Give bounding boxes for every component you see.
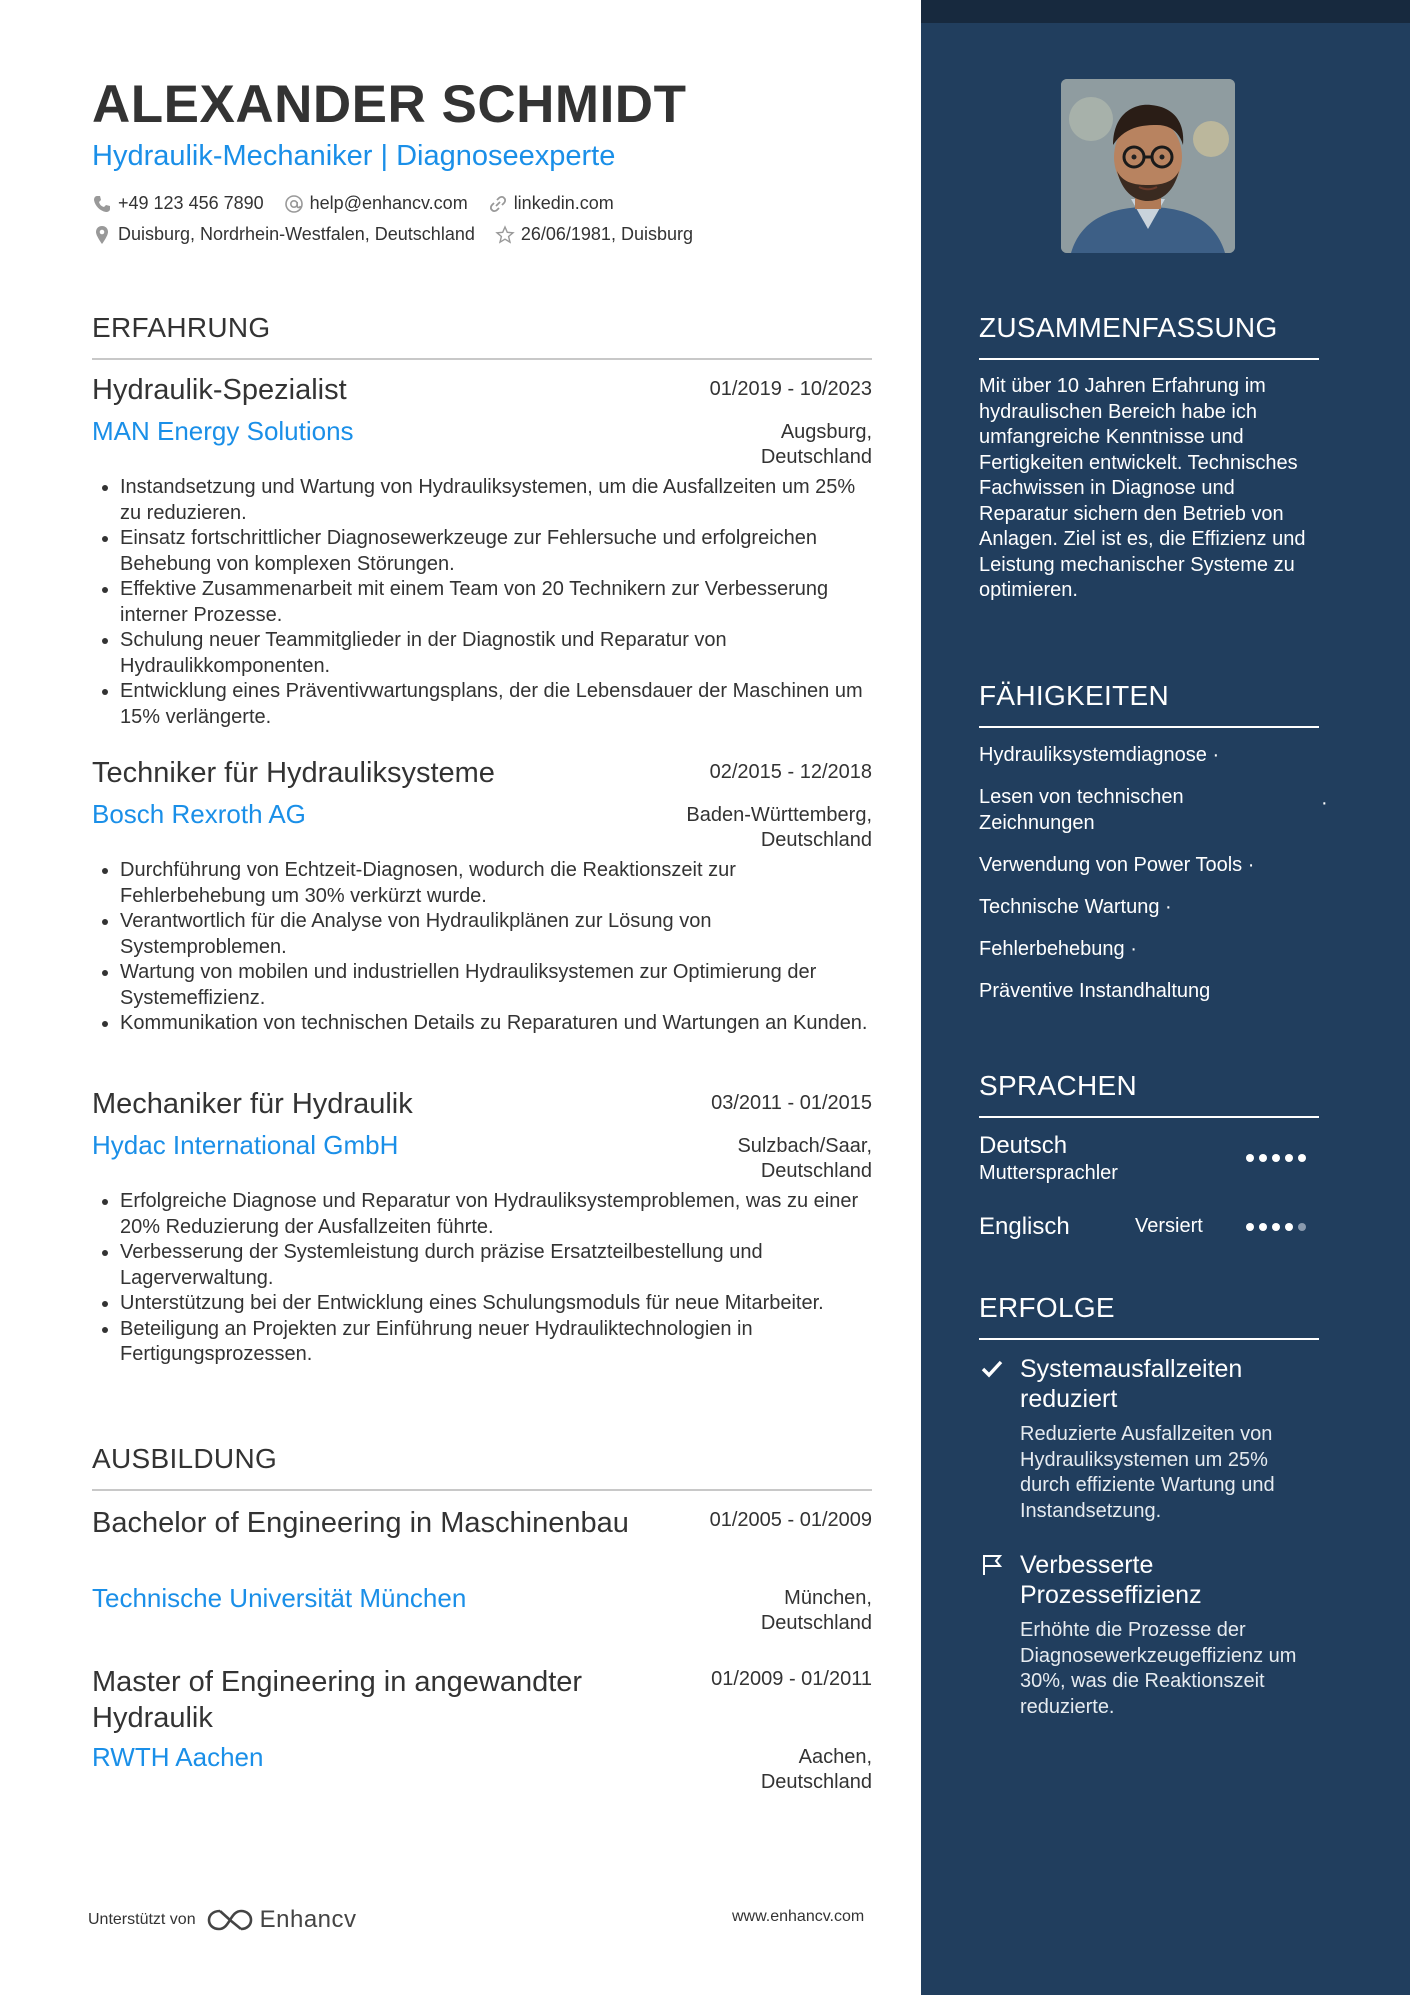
linkedin-text: linkedin.com: [513, 193, 614, 213]
education-degree: Master of Engineering in angewandter Hydraulik: [92, 1666, 583, 1734]
job-bullet: • Wartung von mobilen und industriellen Hydrauliksystemen zur Optimierung der Systemeffizienz.: [120, 960, 880, 1011]
contact-linkedin[interactable]: [488, 193, 614, 214]
job-location: [612, 1134, 872, 1184]
job-bullet: • Entwicklung eines Präventivwartungsplans, der die Lebensdauer der Maschinen um 15% verlängerte.: [120, 679, 880, 730]
languages-divider: [979, 1116, 1319, 1118]
enhancv-logo-icon: [206, 1907, 254, 1933]
link-icon: [488, 194, 508, 214]
achievement-desc: Erhöhte die Prozesse der Diagnosewerkzeugeffizienz um 30%, was die Reaktionszeit reduzierte.: [1020, 1619, 1297, 1718]
skill-item: [979, 784, 1259, 836]
candidate-title: Hydraulik-Mechaniker | Diagnoseexperte: [92, 140, 616, 172]
contact-row-2: [92, 224, 713, 245]
star-icon: [495, 225, 515, 245]
rating-dot-empty: [1298, 1223, 1306, 1231]
job-company[interactable]: Bosch Rexroth AG: [92, 799, 306, 829]
experience-section-title: ERFAHRUNG: [92, 312, 271, 343]
phone-text: +49 123 456 7890: [118, 193, 264, 213]
job-bullet: • Effektive Zusammenarbeit mit einem Team von 20 Technikern zur Verbesserung interner Prozesse.: [120, 577, 880, 628]
contact-email[interactable]: [284, 193, 468, 214]
job-bullets: [92, 858, 880, 1037]
skill-label: Präventive Instandhaltung: [979, 980, 1211, 1002]
rating-dot-filled: [1285, 1223, 1293, 1231]
language-rating: [1246, 1154, 1311, 1162]
education-location: [612, 1745, 872, 1795]
skill-separator: ·: [1242, 854, 1255, 876]
language-name: Deutsch: [979, 1132, 1068, 1159]
education-degree: Bachelor of Engineering in Maschinenbau: [92, 1507, 629, 1539]
job-bullets: [92, 475, 880, 730]
job-bullet: • Erfolgreiche Diagnose und Reparatur von Hydrauliksystemproblemen, was zu einer 20% Reduzierung der Ausfallzeiten führte.: [120, 1189, 880, 1240]
skill-item: [979, 936, 1137, 962]
rating-dot-filled: [1272, 1154, 1280, 1162]
skill-label: Technische Wartung: [979, 896, 1160, 918]
experience-divider: [92, 358, 872, 360]
language-rating: [1246, 1223, 1311, 1231]
language-name: Englisch: [979, 1213, 1070, 1240]
contact-row-1: [92, 193, 634, 214]
job-date: 03/2011 - 01/2015: [711, 1092, 872, 1114]
contact-birth: [495, 224, 693, 245]
job-bullet: • Beteiligung an Projekten zur Einführung neuer Hydrauliktechnologien in Fertigungsprozessen.: [120, 1317, 880, 1368]
achievements-divider: [979, 1338, 1319, 1340]
education-location-line1: München,: [784, 1587, 872, 1609]
job-location-line1: Baden-Württemberg,: [686, 804, 872, 826]
job-date: 02/2015 - 12/2018: [709, 761, 872, 783]
enhancv-logo-text: Enhancv: [259, 1906, 357, 1933]
job-bullets: [92, 1189, 880, 1368]
skill-label: Fehlerbehebung: [979, 938, 1125, 960]
job-role: Techniker für Hydrauliksysteme: [92, 757, 495, 789]
location-text: Duisburg, Nordrhein-Westfalen, Deutschland: [118, 224, 475, 244]
language-level: Muttersprachler: [979, 1162, 1118, 1184]
skill-separator: ·: [1159, 896, 1172, 918]
skill-item: [979, 852, 1254, 878]
job-location: [612, 803, 872, 853]
contact-location: [92, 224, 475, 245]
job-location-line1: Sulzbach/Saar,: [737, 1135, 872, 1157]
education-school[interactable]: RWTH Aachen: [92, 1742, 264, 1772]
education-section-title: AUSBILDUNG: [92, 1443, 278, 1474]
skills-divider: [979, 726, 1319, 728]
job-location: [612, 420, 872, 470]
job-location-line2: Deutschland: [760, 1160, 872, 1182]
summary-section-title: ZUSAMMENFASSUNG: [979, 312, 1278, 343]
education-location-line1: Aachen,: [798, 1746, 872, 1768]
skill-label: Hydrauliksystemdiagnose: [979, 744, 1207, 766]
achievement-title: Systemausfallzeiten reduziert: [1020, 1355, 1243, 1413]
education-date: 01/2005 - 01/2009: [709, 1509, 872, 1531]
skill-separator: ·: [1206, 744, 1220, 766]
rating-dot-filled: [1246, 1223, 1254, 1231]
summary-text: Mit über 10 Jahren Erfahrung im hydraulischen Bereich habe ich umfangreiche Kenntnisse und Fertigkeiten entwickelt. Technisches Fachwissen in Diagnose und Reparatur sichern den Betrieb von Anlagen. Ziel ist es, die Effizienz und Leistung mechanischer Systeme zu optimieren.: [979, 375, 1306, 601]
at-icon: [284, 194, 304, 214]
skill-item: [979, 894, 1172, 920]
flag-icon: [979, 1552, 1005, 1578]
job-bullet: • Unterstützung bei der Entwicklung eines Schulungsmoduls für neue Mitarbeiter.: [120, 1291, 880, 1317]
skill-item: [979, 978, 1210, 1004]
education-date: 01/2009 - 01/2011: [711, 1668, 872, 1690]
check-icon: [979, 1356, 1005, 1382]
skill-label: Lesen von technischen Zeichnungen: [979, 786, 1184, 834]
job-company[interactable]: MAN Energy Solutions: [92, 416, 354, 446]
achievement-desc: Reduzierte Ausfallzeiten von Hydrauliksystemen um 25% durch effiziente Wartung und Instandsetzung.: [1020, 1423, 1275, 1522]
skill-item: [979, 742, 1219, 768]
sidebar-top-bar: [921, 0, 1410, 23]
achievements-section-title: ERFOLGE: [979, 1292, 1115, 1323]
rating-dot-filled: [1259, 1154, 1267, 1162]
job-bullet: • Einsatz fortschrittlicher Diagnosewerkzeuge zur Fehlersuche und erfolgreichen Behebung von komplexen Störungen.: [120, 526, 880, 577]
skills-section-title: FÄHIGKEITEN: [979, 680, 1169, 711]
skill-label: Verwendung von Power Tools: [979, 854, 1243, 876]
education-location-line2: Deutschland: [760, 1612, 872, 1634]
job-bullet: • Verbesserung der Systemleistung durch präzise Ersatzteilbestellung und Lagerverwaltung.: [120, 1240, 880, 1291]
rating-dot-filled: [1272, 1223, 1280, 1231]
rating-dot-filled: [1259, 1223, 1267, 1231]
enhancv-logo[interactable]: [206, 1906, 357, 1934]
birth-text: 26/06/1981, Duisburg: [520, 224, 693, 244]
education-school[interactable]: Technische Universität München: [92, 1583, 467, 1613]
job-location-line1: Augsburg,: [780, 421, 872, 443]
job-bullet: • Schulung neuer Teammitglieder in der Diagnostik und Reparatur von Hydraulikkomponenten.: [120, 628, 880, 679]
languages-section-title: SPRACHEN: [979, 1070, 1137, 1101]
job-location-line2: Deutschland: [760, 829, 872, 851]
education-divider: [92, 1489, 872, 1491]
job-role: Mechaniker für Hydraulik: [92, 1088, 413, 1120]
contact-phone[interactable]: [92, 193, 264, 214]
job-date: 01/2019 - 10/2023: [709, 378, 872, 400]
rating-dot-filled: [1285, 1154, 1293, 1162]
job-bullet: • Verantwortlich für die Analyse von Hydraulikplänen zur Lösung von Systemproblemen.: [120, 909, 880, 960]
email-text: help@enhancv.com: [309, 193, 468, 213]
profile-photo: [1061, 79, 1235, 253]
powered-by-text: Unterstützt von: [88, 1911, 196, 1928]
job-bullet: • Instandsetzung und Wartung von Hydrauliksystemen, um die Ausfallzeiten um 25% zu reduzieren.: [120, 475, 880, 526]
rating-dot-filled: [1246, 1154, 1254, 1162]
location-pin-icon: [92, 225, 112, 245]
job-role: Hydraulik-Spezialist: [92, 374, 347, 406]
achievement-title: Verbesserte Prozesseffizienz: [1020, 1551, 1202, 1609]
language-level: Versiert: [1135, 1215, 1203, 1237]
job-location-line2: Deutschland: [760, 446, 872, 468]
footer-powered-by: [88, 1906, 357, 1934]
candidate-name: ALEXANDER SCHMIDT: [92, 75, 687, 134]
education-location-line2: Deutschland: [760, 1771, 872, 1793]
summary-divider: [979, 358, 1319, 360]
job-company[interactable]: Hydac International GmbH: [92, 1130, 399, 1160]
sidebar: [921, 0, 1410, 1995]
skill-separator: ·: [1124, 938, 1137, 960]
job-bullet: • Kommunikation von technischen Details zu Reparaturen und Wartungen an Kunden.: [120, 1011, 880, 1037]
skill-separator: ·: [1321, 792, 1328, 814]
rating-dot-filled: [1298, 1154, 1306, 1162]
education-location: [612, 1586, 872, 1636]
job-bullet: • Durchführung von Echtzeit-Diagnosen, wodurch die Reaktionszeit zur Fehlerbehebung um 30% verkürzt wurde.: [120, 858, 880, 909]
footer-website[interactable]: www.enhancv.com: [732, 1908, 865, 1925]
phone-icon: [92, 194, 112, 214]
